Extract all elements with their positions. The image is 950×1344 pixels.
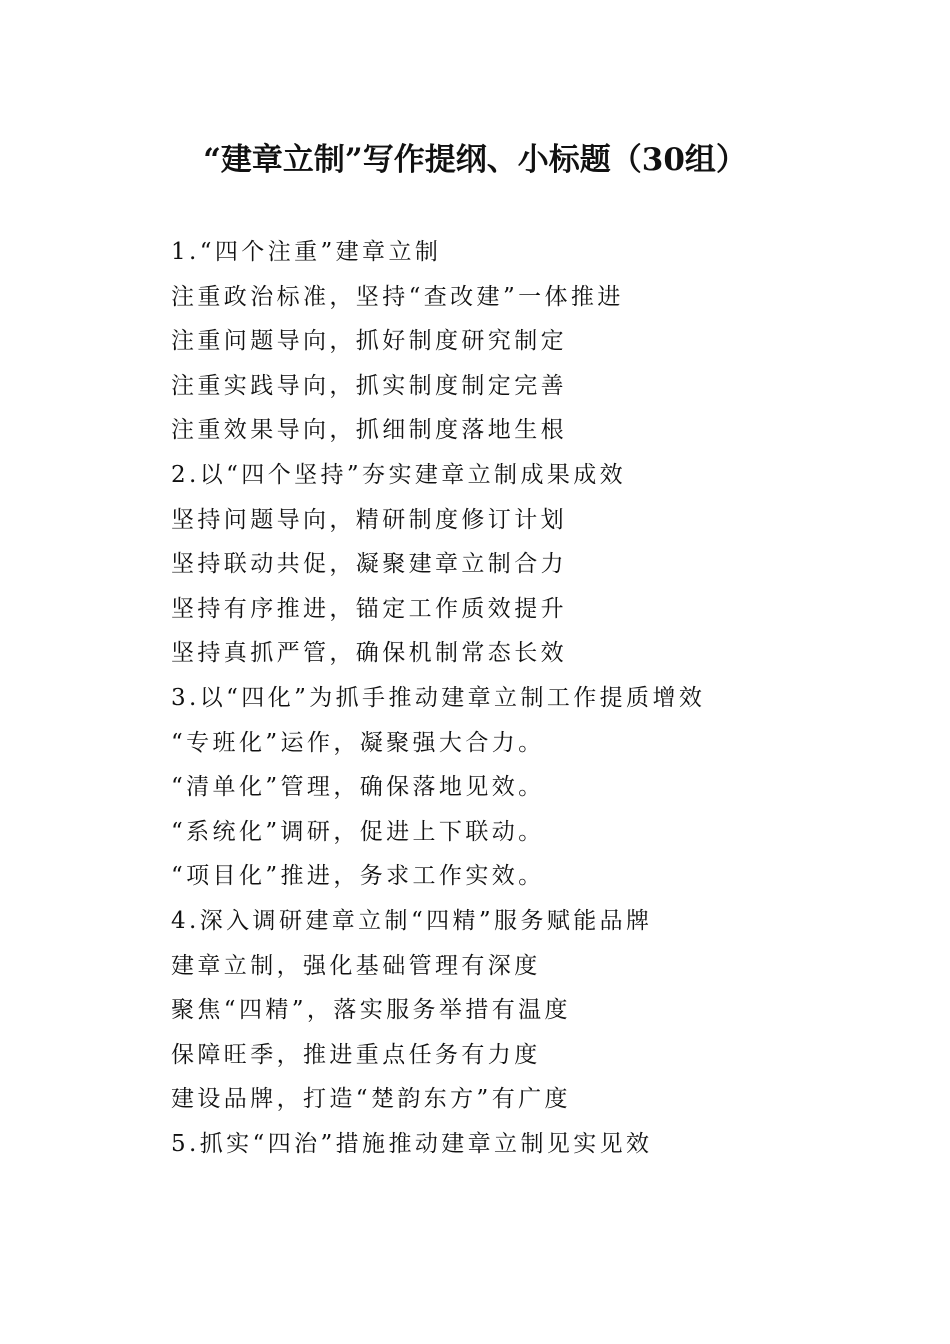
text-line: 坚持问题导向，精研制度修订计划 xyxy=(171,506,567,533)
text-line: 建章立制，强化基础管理有深度 xyxy=(171,952,541,979)
text-line: 注重实践导向，抓实制度制定完善 xyxy=(171,372,567,399)
text-line-heading-1: 1.“四个注重”建章立制 xyxy=(171,239,442,265)
text-line: “项目化”推进，务求工作实效。 xyxy=(171,863,545,890)
text-line-heading-3: 3.以“四化”为抓手推动建章立制工作提质增效 xyxy=(171,684,706,711)
text-line: 坚持联动共促，凝聚建章立制合力 xyxy=(171,551,567,578)
text-line-heading-4: 4.深入调研建章立制“四精”服务赋能品牌 xyxy=(171,907,653,934)
text-line: 注重政治标准，坚持“查改建”一体推进 xyxy=(171,283,624,310)
text-line: 建设品牌，打造“楚韵东方”有广度 xyxy=(171,1086,571,1113)
text-line: 注重效果导向，抓细制度落地生根 xyxy=(171,417,567,444)
text-line: 坚持真抓严管，确保机制常态长效 xyxy=(171,640,567,667)
text-line-heading-2: 2.以“四个坚持”夯实建章立制成果成效 xyxy=(171,461,627,488)
document-body xyxy=(171,230,811,1166)
text-line: “专班化”运作，凝聚强大合力。 xyxy=(171,729,545,756)
text-line: 聚焦“四精”，落实服务举措有温度 xyxy=(171,997,571,1024)
text-line: “系统化”调研，促进上下联动。 xyxy=(171,818,545,845)
text-line: “清单化”管理，确保落地见效。 xyxy=(171,774,545,801)
text-line: 注重问题导向，抓好制度研究制定 xyxy=(171,328,567,355)
document-title: “建章立制”写作提纲、小标题（30组） xyxy=(203,142,747,178)
text-line: 保障旺季，推进重点任务有力度 xyxy=(171,1041,541,1068)
text-line: 坚持有序推进，锚定工作质效提升 xyxy=(171,595,567,622)
text-line-heading-5: 5.抓实“四治”措施推动建章立制见实见效 xyxy=(171,1130,653,1157)
